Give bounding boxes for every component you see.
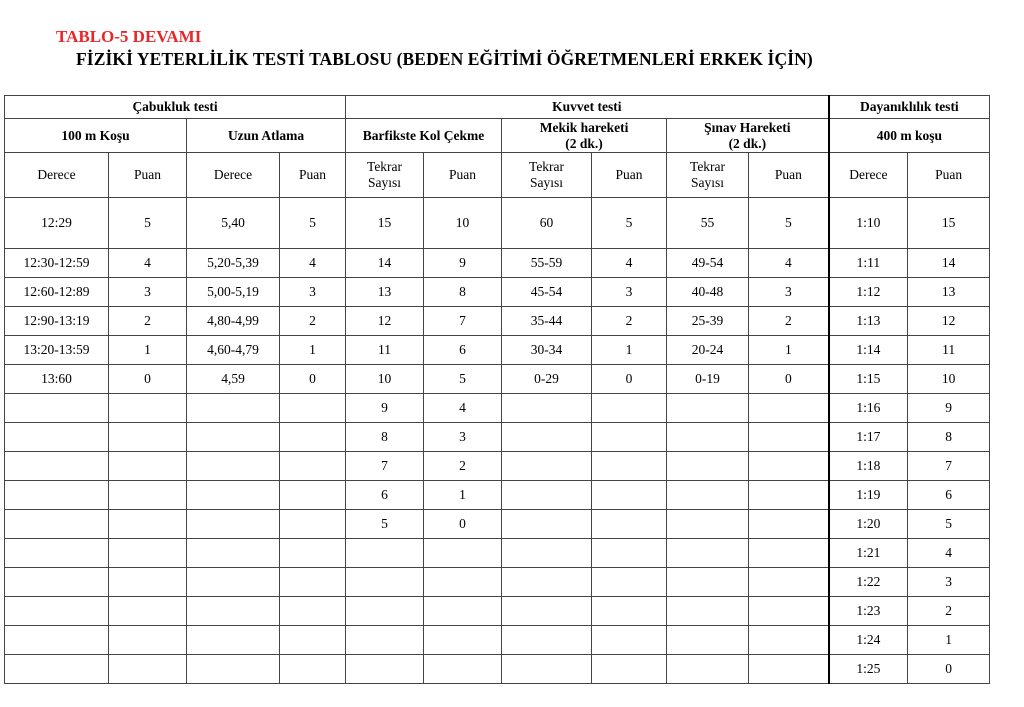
test-100m-kosu: 100 m Koşu: [5, 119, 187, 153]
cell-barfiks-tekrar: 13: [346, 278, 424, 307]
cell-100m-puan: [109, 394, 187, 423]
cell-400m-puan: 13: [908, 278, 990, 307]
cell-400m-puan: 8: [908, 423, 990, 452]
cell-barfiks-puan: 2: [424, 452, 502, 481]
cell-uzun-atlama-derece: [187, 539, 280, 568]
cell-100m-derece: 12:29: [5, 198, 109, 249]
cell-400m-puan: 0: [908, 655, 990, 684]
cell-mekik-puan: 1: [592, 336, 667, 365]
cell-uzun-atlama-puan: [280, 394, 346, 423]
cell-100m-puan: [109, 626, 187, 655]
cell-sinav-tekrar: 20-24: [667, 336, 749, 365]
cell-mekik-tekrar: 30-34: [502, 336, 592, 365]
table-row: [5, 249, 990, 278]
cell-mekik-puan: 2: [592, 307, 667, 336]
cell-barfiks-puan: 9: [424, 249, 502, 278]
cell-100m-puan: [109, 423, 187, 452]
sub-header-row: [5, 153, 990, 198]
cell-uzun-atlama-derece: 5,00-5,19: [187, 278, 280, 307]
table-row: [5, 481, 990, 510]
cell-uzun-atlama-derece: [187, 597, 280, 626]
cell-mekik-puan: [592, 539, 667, 568]
cell-barfiks-puan: 0: [424, 510, 502, 539]
cell-sinav-tekrar: [667, 568, 749, 597]
cell-uzun-atlama-puan: [280, 626, 346, 655]
cell-mekik-puan: [592, 452, 667, 481]
cell-100m-derece: [5, 452, 109, 481]
group-dayaniklilik: Dayanıklılık testi: [829, 96, 990, 119]
table-row: [5, 365, 990, 394]
cell-400m-derece: 1:11: [829, 249, 908, 278]
cell-mekik-puan: [592, 481, 667, 510]
cell-400m-derece: 1:21: [829, 539, 908, 568]
cell-400m-derece: 1:12: [829, 278, 908, 307]
cell-100m-derece: [5, 597, 109, 626]
cell-sinav-tekrar: 25-39: [667, 307, 749, 336]
cell-uzun-atlama-derece: 5,40: [187, 198, 280, 249]
subheader-puan: Puan: [592, 153, 667, 198]
table-row: [5, 336, 990, 365]
cell-uzun-atlama-derece: 4,60-4,79: [187, 336, 280, 365]
cell-mekik-tekrar: [502, 452, 592, 481]
cell-mekik-puan: [592, 597, 667, 626]
cell-sinav-tekrar: [667, 481, 749, 510]
cell-barfiks-tekrar: 12: [346, 307, 424, 336]
table-label: TABLO-5 DEVAMI: [56, 27, 202, 46]
cell-100m-puan: 0: [109, 365, 187, 394]
cell-uzun-atlama-derece: 4,80-4,99: [187, 307, 280, 336]
cell-uzun-atlama-puan: 1: [280, 336, 346, 365]
cell-mekik-tekrar: [502, 655, 592, 684]
cell-barfiks-tekrar: [346, 568, 424, 597]
cell-sinav-tekrar: 0-19: [667, 365, 749, 394]
cell-mekik-puan: [592, 655, 667, 684]
test-uzun-atlama: Uzun Atlama: [187, 119, 346, 153]
test-header-row: [5, 119, 990, 153]
cell-400m-puan: 5: [908, 510, 990, 539]
cell-mekik-puan: [592, 394, 667, 423]
cell-uzun-atlama-derece: [187, 394, 280, 423]
cell-barfiks-tekrar: [346, 626, 424, 655]
cell-100m-puan: 3: [109, 278, 187, 307]
table-row: [5, 510, 990, 539]
cell-uzun-atlama-derece: [187, 568, 280, 597]
test-sinav: Şınav Hareketi (2 dk.): [667, 119, 829, 153]
cell-mekik-tekrar: [502, 597, 592, 626]
cell-uzun-atlama-puan: [280, 597, 346, 626]
cell-sinav-tekrar: [667, 423, 749, 452]
table-row: [5, 452, 990, 481]
cell-uzun-atlama-puan: [280, 568, 346, 597]
cell-400m-derece: 1:23: [829, 597, 908, 626]
subheader-tekrar: Tekrar Sayısı: [346, 153, 424, 198]
subheader-puan: Puan: [749, 153, 829, 198]
cell-400m-derece: 1:20: [829, 510, 908, 539]
cell-100m-puan: 2: [109, 307, 187, 336]
cell-mekik-tekrar: [502, 626, 592, 655]
cell-100m-derece: 13:20-13:59: [5, 336, 109, 365]
cell-barfiks-tekrar: [346, 655, 424, 684]
cell-100m-puan: [109, 539, 187, 568]
cell-mekik-tekrar: 60: [502, 198, 592, 249]
cell-barfiks-puan: [424, 568, 502, 597]
cell-100m-derece: [5, 423, 109, 452]
cell-sinav-tekrar: [667, 394, 749, 423]
table-row: [5, 307, 990, 336]
cell-100m-puan: [109, 568, 187, 597]
cell-mekik-tekrar: [502, 539, 592, 568]
cell-mekik-tekrar: [502, 481, 592, 510]
cell-100m-derece: 12:30-12:59: [5, 249, 109, 278]
cell-mekik-puan: 5: [592, 198, 667, 249]
cell-mekik-tekrar: [502, 568, 592, 597]
cell-400m-puan: 3: [908, 568, 990, 597]
cell-barfiks-puan: 3: [424, 423, 502, 452]
cell-100m-puan: [109, 452, 187, 481]
cell-barfiks-puan: 10: [424, 198, 502, 249]
cell-barfiks-tekrar: 6: [346, 481, 424, 510]
subheader-puan: Puan: [424, 153, 502, 198]
table-row: [5, 198, 990, 249]
cell-sinav-puan: [749, 626, 829, 655]
cell-sinav-puan: [749, 510, 829, 539]
cell-barfiks-puan: [424, 626, 502, 655]
table-row: [5, 568, 990, 597]
table-row: [5, 597, 990, 626]
subheader-puan: Puan: [109, 153, 187, 198]
cell-uzun-atlama-derece: [187, 510, 280, 539]
cell-mekik-tekrar: [502, 394, 592, 423]
cell-barfiks-puan: 4: [424, 394, 502, 423]
cell-uzun-atlama-puan: 2: [280, 307, 346, 336]
cell-barfiks-tekrar: 14: [346, 249, 424, 278]
cell-100m-puan: 4: [109, 249, 187, 278]
cell-uzun-atlama-derece: [187, 626, 280, 655]
cell-sinav-puan: 3: [749, 278, 829, 307]
cell-100m-derece: [5, 481, 109, 510]
table-row: [5, 423, 990, 452]
cell-sinav-tekrar: [667, 655, 749, 684]
cell-100m-puan: [109, 481, 187, 510]
subheader-derece: Derece: [187, 153, 280, 198]
cell-barfiks-puan: 7: [424, 307, 502, 336]
cell-sinav-tekrar: 55: [667, 198, 749, 249]
cell-400m-derece: 1:22: [829, 568, 908, 597]
cell-barfiks-puan: [424, 597, 502, 626]
cell-uzun-atlama-derece: [187, 481, 280, 510]
cell-mekik-puan: 3: [592, 278, 667, 307]
cell-barfiks-tekrar: [346, 597, 424, 626]
cell-sinav-tekrar: 40-48: [667, 278, 749, 307]
table-row: [5, 539, 990, 568]
cell-mekik-tekrar: 45-54: [502, 278, 592, 307]
cell-sinav-puan: [749, 597, 829, 626]
test-barfiks: Barfikste Kol Çekme: [346, 119, 502, 153]
cell-sinav-tekrar: [667, 539, 749, 568]
cell-sinav-tekrar: [667, 452, 749, 481]
cell-uzun-atlama-puan: [280, 655, 346, 684]
fitness-score-table: [4, 95, 990, 684]
cell-barfiks-tekrar: 7: [346, 452, 424, 481]
cell-400m-puan: 7: [908, 452, 990, 481]
table-row: [5, 655, 990, 684]
cell-barfiks-tekrar: 10: [346, 365, 424, 394]
cell-400m-derece: 1:19: [829, 481, 908, 510]
page-title: FİZİKİ YETERLİLİK TESTİ TABLOSU (BEDEN EĞİTİMİ ÖĞRETMENLERİ ERKEK İÇİN): [76, 49, 813, 69]
cell-400m-puan: 11: [908, 336, 990, 365]
subheader-tekrar: Tekrar Sayısı: [667, 153, 749, 198]
cell-barfiks-puan: 6: [424, 336, 502, 365]
cell-barfiks-tekrar: 9: [346, 394, 424, 423]
cell-sinav-tekrar: 49-54: [667, 249, 749, 278]
cell-400m-derece: 1:16: [829, 394, 908, 423]
cell-400m-puan: 10: [908, 365, 990, 394]
cell-uzun-atlama-puan: 0: [280, 365, 346, 394]
cell-400m-puan: 4: [908, 539, 990, 568]
cell-uzun-atlama-puan: [280, 539, 346, 568]
cell-400m-puan: 2: [908, 597, 990, 626]
cell-100m-derece: 12:90-13:19: [5, 307, 109, 336]
cell-sinav-puan: [749, 481, 829, 510]
cell-sinav-puan: 4: [749, 249, 829, 278]
cell-barfiks-puan: 8: [424, 278, 502, 307]
cell-sinav-puan: 2: [749, 307, 829, 336]
cell-400m-derece: 1:10: [829, 198, 908, 249]
cell-uzun-atlama-derece: [187, 452, 280, 481]
test-400m-kosu: 400 m koşu: [829, 119, 990, 153]
cell-barfiks-tekrar: 8: [346, 423, 424, 452]
table-row: [5, 626, 990, 655]
cell-uzun-atlama-puan: [280, 423, 346, 452]
cell-100m-derece: [5, 655, 109, 684]
test-mekik: Mekik hareketi (2 dk.): [502, 119, 667, 153]
cell-mekik-puan: [592, 510, 667, 539]
cell-barfiks-tekrar: [346, 539, 424, 568]
cell-100m-puan: [109, 655, 187, 684]
cell-barfiks-puan: [424, 539, 502, 568]
cell-100m-derece: [5, 510, 109, 539]
cell-mekik-puan: 4: [592, 249, 667, 278]
cell-sinav-puan: [749, 539, 829, 568]
subheader-tekrar: Tekrar Sayısı: [502, 153, 592, 198]
cell-uzun-atlama-puan: 5: [280, 198, 346, 249]
cell-uzun-atlama-puan: [280, 481, 346, 510]
cell-barfiks-tekrar: 11: [346, 336, 424, 365]
cell-400m-derece: 1:14: [829, 336, 908, 365]
cell-sinav-puan: [749, 423, 829, 452]
cell-mekik-tekrar: 35-44: [502, 307, 592, 336]
subheader-derece: Derece: [5, 153, 109, 198]
cell-400m-puan: 9: [908, 394, 990, 423]
cell-mekik-tekrar: [502, 510, 592, 539]
cell-400m-derece: 1:15: [829, 365, 908, 394]
subheader-puan: Puan: [908, 153, 990, 198]
cell-400m-puan: 1: [908, 626, 990, 655]
cell-uzun-atlama-puan: [280, 510, 346, 539]
cell-400m-derece: 1:24: [829, 626, 908, 655]
cell-sinav-puan: 1: [749, 336, 829, 365]
cell-sinav-puan: 0: [749, 365, 829, 394]
cell-sinav-puan: 5: [749, 198, 829, 249]
cell-100m-puan: 5: [109, 198, 187, 249]
cell-uzun-atlama-derece: 5,20-5,39: [187, 249, 280, 278]
cell-uzun-atlama-derece: [187, 655, 280, 684]
cell-sinav-puan: [749, 394, 829, 423]
cell-400m-puan: 6: [908, 481, 990, 510]
cell-100m-derece: 13:60: [5, 365, 109, 394]
cell-mekik-puan: [592, 568, 667, 597]
group-cabukluk: Çabukluk testi: [5, 96, 346, 119]
cell-100m-derece: 12:60-12:89: [5, 278, 109, 307]
group-kuvvet: Kuvvet testi: [346, 96, 829, 119]
cell-barfiks-tekrar: 5: [346, 510, 424, 539]
cell-barfiks-tekrar: 15: [346, 198, 424, 249]
cell-100m-puan: 1: [109, 336, 187, 365]
cell-mekik-tekrar: 0-29: [502, 365, 592, 394]
cell-barfiks-puan: [424, 655, 502, 684]
cell-mekik-tekrar: [502, 423, 592, 452]
cell-sinav-puan: [749, 655, 829, 684]
cell-barfiks-puan: 1: [424, 481, 502, 510]
table-row: [5, 394, 990, 423]
cell-400m-derece: 1:13: [829, 307, 908, 336]
cell-uzun-atlama-derece: [187, 423, 280, 452]
cell-100m-puan: [109, 510, 187, 539]
cell-400m-derece: 1:18: [829, 452, 908, 481]
cell-400m-puan: 12: [908, 307, 990, 336]
cell-uzun-atlama-puan: 3: [280, 278, 346, 307]
cell-100m-derece: [5, 626, 109, 655]
cell-sinav-puan: [749, 568, 829, 597]
cell-mekik-puan: [592, 423, 667, 452]
cell-uzun-atlama-puan: 4: [280, 249, 346, 278]
cell-mekik-puan: [592, 626, 667, 655]
cell-400m-derece: 1:17: [829, 423, 908, 452]
subheader-puan: Puan: [280, 153, 346, 198]
cell-mekik-tekrar: 55-59: [502, 249, 592, 278]
cell-mekik-puan: 0: [592, 365, 667, 394]
cell-100m-derece: [5, 568, 109, 597]
cell-sinav-puan: [749, 452, 829, 481]
cell-uzun-atlama-derece: 4,59: [187, 365, 280, 394]
cell-400m-puan: 15: [908, 198, 990, 249]
subheader-derece: Derece: [829, 153, 908, 198]
cell-100m-derece: [5, 394, 109, 423]
cell-sinav-tekrar: [667, 626, 749, 655]
cell-100m-derece: [5, 539, 109, 568]
cell-barfiks-puan: 5: [424, 365, 502, 394]
cell-uzun-atlama-puan: [280, 452, 346, 481]
cell-400m-puan: 14: [908, 249, 990, 278]
cell-sinav-tekrar: [667, 597, 749, 626]
cell-400m-derece: 1:25: [829, 655, 908, 684]
group-header-row: [5, 96, 990, 119]
cell-sinav-tekrar: [667, 510, 749, 539]
table-row: [5, 278, 990, 307]
cell-100m-puan: [109, 597, 187, 626]
